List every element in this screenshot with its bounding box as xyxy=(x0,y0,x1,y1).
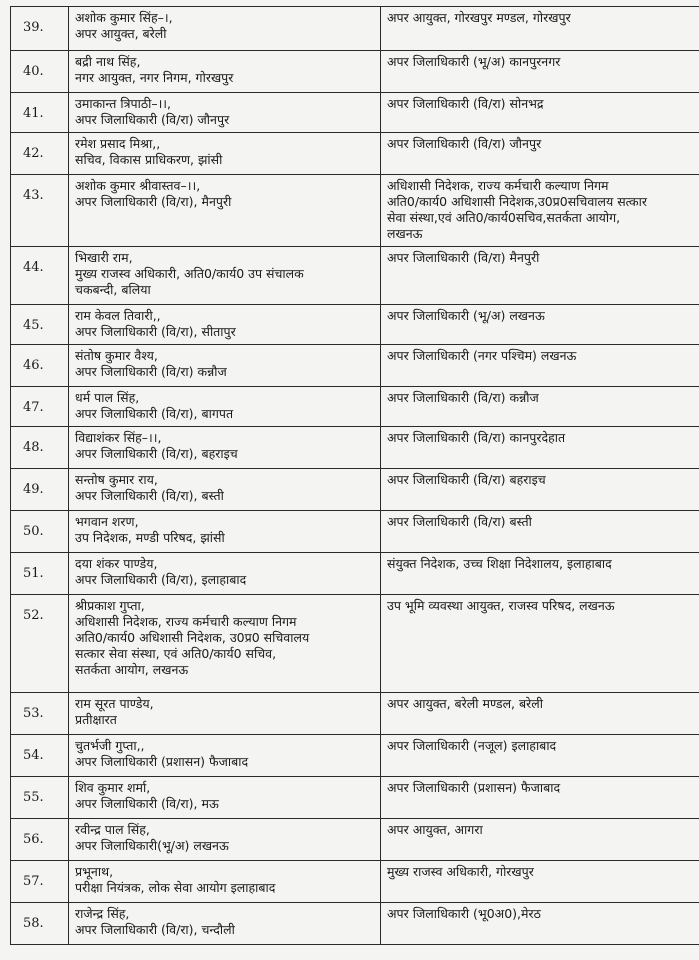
officer-name-current-post xyxy=(69,133,381,175)
new-posting-line: अपर जिलाधिकारी (वि/रा) जौनपुर xyxy=(387,136,542,151)
officer-name: भगवान शरण, xyxy=(75,514,139,529)
officer-name-current-post xyxy=(69,903,381,945)
table-row xyxy=(11,511,699,553)
current-post-line: उप निदेशक, मण्डी परिषद, झांसी xyxy=(75,530,225,545)
serial-number: 44. xyxy=(11,247,69,305)
officer-name: भिखारी राम, xyxy=(75,250,133,265)
new-posting-line: उप भूमि व्यवस्था आयुक्त, राजस्व परिषद, लखनऊ xyxy=(387,598,615,613)
new-posting xyxy=(381,305,699,345)
current-post-line: अपर जिलाधिकारी (प्रशासन) फैजाबाद xyxy=(75,754,249,769)
table-row xyxy=(11,735,699,777)
serial-number: 42. xyxy=(11,133,69,175)
officer-name: चुतर्भजी गुप्ता,, xyxy=(75,738,145,753)
serial-number: 57. xyxy=(11,861,69,903)
officer-name-current-post xyxy=(69,427,381,469)
current-post-line: अपर जिलाधिकारी (वि/रा), मऊ xyxy=(75,796,219,811)
serial-number: 39. xyxy=(11,7,69,51)
serial-number: 40. xyxy=(11,51,69,93)
new-posting xyxy=(381,511,699,553)
current-post-line: अपर जिलाधिकारी (वि/रा), बस्ती xyxy=(75,488,224,503)
officer-name: शिव कुमार शर्मा, xyxy=(75,780,151,795)
new-posting xyxy=(381,469,699,511)
new-posting-line: अपर जिलाधिकारी (वि/रा) कन्नौज xyxy=(387,390,539,405)
new-posting-line: अपर जिलाधिकारी (नगर पश्चिम) लखनऊ xyxy=(387,348,577,363)
officer-name-current-post xyxy=(69,819,381,861)
serial-number: 53. xyxy=(11,693,69,735)
current-post-line: अपर जिलाधिकारी (वि/रा), सीतापुर xyxy=(75,324,236,339)
serial-number: 50. xyxy=(11,511,69,553)
serial-number: 54. xyxy=(11,735,69,777)
officer-name: राजेन्द्र सिंह, xyxy=(75,906,130,921)
new-posting-line: अपर जिलाधिकारी (भू/अ) लखनऊ xyxy=(387,308,545,323)
table-row xyxy=(11,819,699,861)
transfer-list-page xyxy=(10,6,694,945)
new-posting xyxy=(381,133,699,175)
new-posting xyxy=(381,93,699,133)
new-posting xyxy=(381,861,699,903)
table-row xyxy=(11,387,699,427)
new-posting-line: संयुक्त निदेशक, उच्च शिक्षा निदेशालय, इलाहाबाद xyxy=(387,556,612,571)
new-posting-line: अपर जिलाधिकारी (भू0अ0),मेरठ xyxy=(387,906,541,921)
new-posting-line: लखनऊ xyxy=(387,226,423,241)
new-posting xyxy=(381,595,699,693)
new-posting-line: अपर जिलाधिकारी (वि/रा) कानपुरदेहात xyxy=(387,430,566,445)
officer-name-current-post xyxy=(69,861,381,903)
new-posting-line: अति0/कार्य0 अधिशासी निदेशक,उ0प्र0सचिवालय सत्कार xyxy=(387,194,648,209)
serial-number: 49. xyxy=(11,469,69,511)
officer-name-current-post xyxy=(69,777,381,819)
current-post-line: अपर जिलाधिकारी (वि/रा), इलाहाबाद xyxy=(75,572,247,587)
officer-name: उमाकान्त त्रिपाठी–।।, xyxy=(75,96,172,111)
serial-number: 45. xyxy=(11,305,69,345)
serial-number: 52. xyxy=(11,595,69,693)
serial-number: 48. xyxy=(11,427,69,469)
current-post-line: अधिशासी निदेशक, राज्य कर्मचारी कल्याण निगम xyxy=(75,614,297,629)
officer-name: राम केवल तिवारी,, xyxy=(75,308,161,323)
new-posting xyxy=(381,247,699,305)
officer-name-current-post xyxy=(69,247,381,305)
officer-name-current-post xyxy=(69,595,381,693)
serial-number: 41. xyxy=(11,93,69,133)
table-row xyxy=(11,51,699,93)
table-row xyxy=(11,133,699,175)
current-post-line: नगर आयुक्त, नगर निगम, गोरखपुर xyxy=(75,70,234,85)
new-posting xyxy=(381,7,699,51)
serial-number: 43. xyxy=(11,175,69,247)
current-post-line: सत्कार सेवा संस्था, एवं अति0/कार्य0 सचिव, xyxy=(75,646,277,661)
new-posting-line: अपर जिलाधिकारी (वि/रा) सोनभद्र xyxy=(387,96,544,111)
new-posting-line: सेवा संस्था,एवं अति0/कार्य0सचिव,सतर्कता आयोग, xyxy=(387,210,621,225)
new-posting xyxy=(381,777,699,819)
officer-name: अशोक कुमार श्रीवास्तव–।।, xyxy=(75,178,201,193)
new-posting xyxy=(381,693,699,735)
current-post-line: प्रतीक्षारत xyxy=(75,712,117,727)
officer-name-current-post xyxy=(69,175,381,247)
officer-name-current-post xyxy=(69,93,381,133)
officer-name-current-post xyxy=(69,7,381,51)
serial-number: 51. xyxy=(11,553,69,595)
new-posting xyxy=(381,735,699,777)
current-post-line: अपर जिलाधिकारी (वि/रा), बहराइच xyxy=(75,446,238,461)
officer-name-current-post xyxy=(69,735,381,777)
current-post-line: अति0/कार्य0 अधिशासी निदेशक, उ0प्र0 सचिवालय xyxy=(75,630,310,645)
table-row xyxy=(11,469,699,511)
officer-name: श्रीप्रकाश गुप्ता, xyxy=(75,598,145,613)
officer-name-current-post xyxy=(69,693,381,735)
new-posting xyxy=(381,387,699,427)
current-post-line: सचिव, विकास प्राधिकरण, झांसी xyxy=(75,152,223,167)
new-posting-line: अपर आयुक्त, गोरखपुर मण्डल, गोरखपुर xyxy=(387,10,571,25)
new-posting xyxy=(381,175,699,247)
transfer-table-body xyxy=(11,7,699,945)
officer-name: विद्याशंकर सिंह–।।, xyxy=(75,430,162,445)
new-posting-line: अपर आयुक्त, आगरा xyxy=(387,822,483,837)
new-posting-line: अपर जिलाधिकारी (भू/अ) कानपुरनगर xyxy=(387,54,561,69)
table-row xyxy=(11,93,699,133)
current-post-line: मुख्य राजस्व अधिकारी, अति0/कार्य0 उप संचालक xyxy=(75,266,304,281)
new-posting-line: अपर जिलाधिकारी (प्रशासन) फैजाबाद xyxy=(387,780,561,795)
current-post-line: सतर्कता आयोग, लखनऊ xyxy=(75,662,189,677)
current-post-line: अपर आयुक्त, बरेली xyxy=(75,26,167,41)
current-post-line: परीक्षा नियंत्रक, लोक सेवा आयोग इलाहाबाद xyxy=(75,880,276,895)
serial-number: 58. xyxy=(11,903,69,945)
officer-name-current-post xyxy=(69,387,381,427)
current-post-line: अपर जिलाधिकारी (वि/रा), मैनपुरी xyxy=(75,194,232,209)
officer-name-current-post xyxy=(69,51,381,93)
new-posting xyxy=(381,903,699,945)
officer-name: रवीन्द्र पाल सिंह, xyxy=(75,822,150,837)
officer-name: रमेश प्रसाद मिश्रा,, xyxy=(75,136,161,151)
serial-number: 55. xyxy=(11,777,69,819)
officer-name: धर्म पाल सिंह, xyxy=(75,390,140,405)
new-posting xyxy=(381,51,699,93)
table-row xyxy=(11,595,699,693)
new-posting-line: अधिशासी निदेशक, राज्य कर्मचारी कल्याण निगम xyxy=(387,178,609,193)
serial-number: 46. xyxy=(11,345,69,387)
officer-name: राम सूरत पाण्डेय, xyxy=(75,696,154,711)
officer-name-current-post xyxy=(69,305,381,345)
new-posting-line: अपर जिलाधिकारी (वि/रा) बहराइच xyxy=(387,472,546,487)
table-row xyxy=(11,427,699,469)
officer-name: सन्तोष कुमार राय, xyxy=(75,472,158,487)
table-row xyxy=(11,7,699,51)
table-row xyxy=(11,777,699,819)
officer-name-current-post xyxy=(69,469,381,511)
current-post-line: अपर जिलाधिकारी (वि/रा) कन्नौज xyxy=(75,364,227,379)
new-posting-line: अपर जिलाधिकारी (वि/रा) बस्ती xyxy=(387,514,532,529)
officer-name: अशोक कुमार सिंह–।, xyxy=(75,10,173,25)
new-posting xyxy=(381,819,699,861)
table-row xyxy=(11,247,699,305)
new-posting-line: अपर जिलाधिकारी (वि/रा) मैनपुरी xyxy=(387,250,540,265)
new-posting-line: अपर आयुक्त, बरेली मण्डल, बरेली xyxy=(387,696,543,711)
officer-name: बद्री नाथ सिंह, xyxy=(75,54,141,69)
officer-name-current-post xyxy=(69,345,381,387)
current-post-line: अपर जिलाधिकारी (वि/रा) जौनपुर xyxy=(75,112,230,127)
table-row xyxy=(11,345,699,387)
new-posting-line: अपर जिलाधिकारी (नजूल) इलाहाबाद xyxy=(387,738,557,753)
officer-name: दया शंकर पाण्डेय, xyxy=(75,556,158,571)
current-post-line: चकबन्दी, बलिया xyxy=(75,282,151,297)
transfer-table xyxy=(10,6,699,945)
serial-number: 47. xyxy=(11,387,69,427)
table-row xyxy=(11,553,699,595)
new-posting xyxy=(381,553,699,595)
officer-name-current-post xyxy=(69,511,381,553)
serial-number: 56. xyxy=(11,819,69,861)
new-posting xyxy=(381,345,699,387)
table-row xyxy=(11,305,699,345)
officer-name-current-post xyxy=(69,553,381,595)
current-post-line: अपर जिलाधिकारी (वि/रा), चन्दौली xyxy=(75,922,235,937)
table-row xyxy=(11,693,699,735)
officer-name: संतोष कुमार वैश्य, xyxy=(75,348,158,363)
table-row xyxy=(11,175,699,247)
new-posting-line: मुख्य राजस्व अधिकारी, गोरखपुर xyxy=(387,864,534,879)
current-post-line: अपर जिलाधिकारी (वि/रा), बागपत xyxy=(75,406,234,421)
officer-name: प्रभूनाथ, xyxy=(75,864,114,879)
table-row xyxy=(11,903,699,945)
table-row xyxy=(11,861,699,903)
current-post-line: अपर जिलाधिकारी(भू/अ) लखनऊ xyxy=(75,838,229,853)
new-posting xyxy=(381,427,699,469)
